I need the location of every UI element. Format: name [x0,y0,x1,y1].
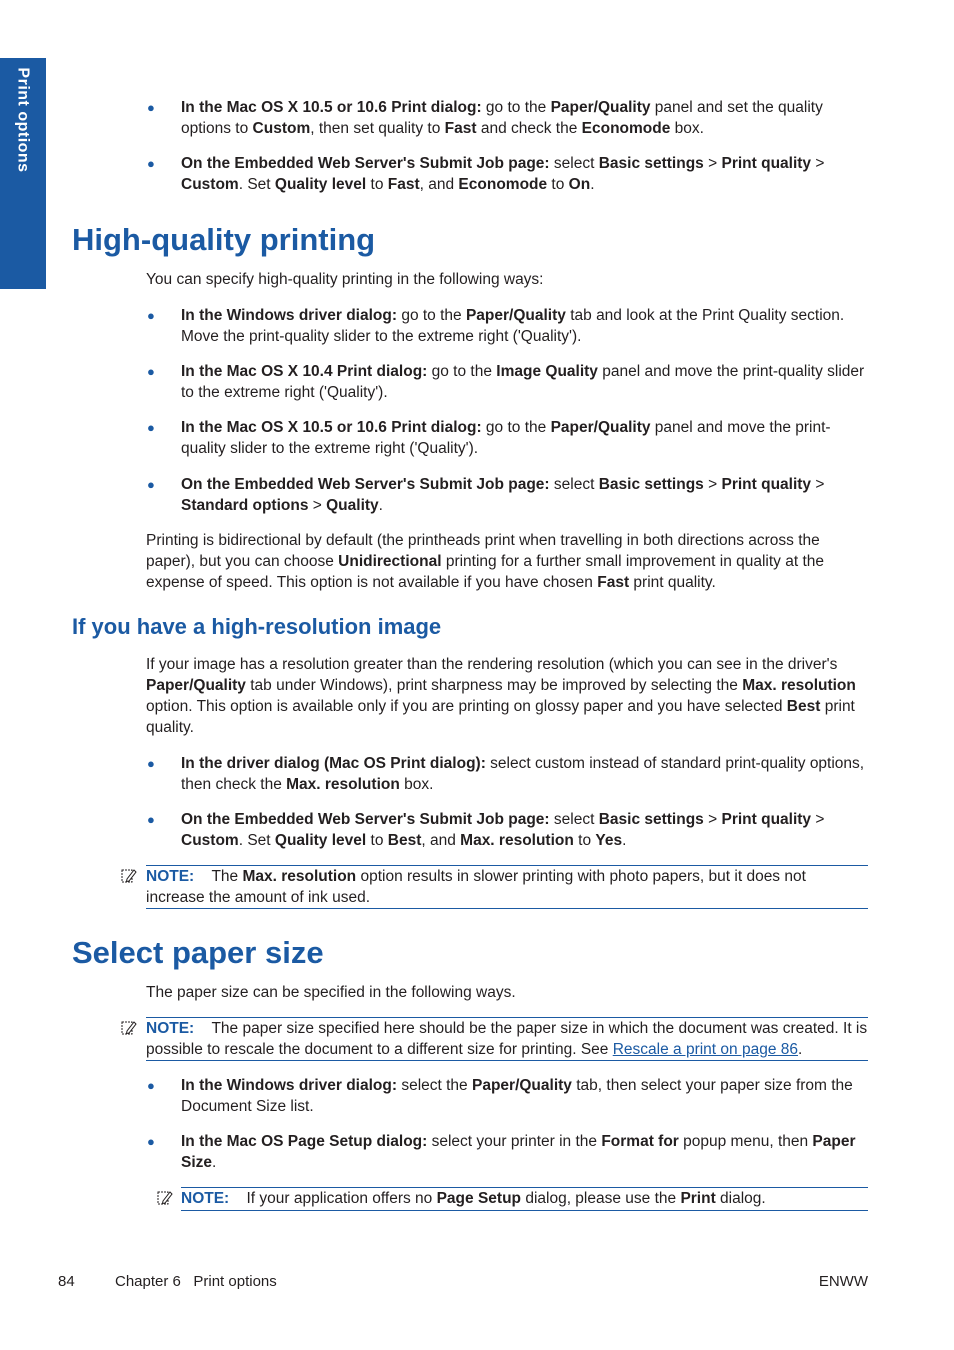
chapter-label: Chapter 6 Print options [115,1273,277,1290]
note-icon [121,868,137,884]
section-title-paper-size: Select paper size [72,935,324,970]
note-label: NOTE: [146,868,195,885]
note-text: The paper size specified here should be the paper size in which the document was created. It is possible to rescale the document to a different size for printing. See [146,1020,868,1058]
page-footer [58,1271,868,1292]
note-label: NOTE: [181,1190,230,1207]
section-intro: You can specify high-quality printing in the following ways: [146,271,544,288]
note-label: NOTE: [146,1020,195,1037]
page-number: 84 [58,1273,75,1290]
note-box [181,1187,868,1211]
side-chapter-tab [0,58,46,289]
subsection-title-high-resolution: If you have a high-resolution image [72,614,442,639]
note-icon [157,1190,173,1206]
note-text: The Max. resolution option results in slower printing with photo papers, but it does not increase the amount of ink used. [146,868,806,906]
note-box: NOTE: The paper size specified here should be the paper size in which the document was created. It is possible to rescale the document to a different size for printing. See Rescale a print on page 86. [146,1017,868,1061]
side-tab-label: Print options [15,66,32,173]
rescale-link[interactable]: Rescale a print on page 86 [612,1041,798,1058]
section-title-high-quality: High-quality printing [72,222,376,257]
note-icon [121,1020,137,1036]
note-text: If your application offers no Page Setup dialog, please use the Print dialog. [246,1190,766,1207]
paragraph-bidirectional: Printing is bidirectional by default (the printheads print when travelling in both directions across the paper), but you can choose Unidirectional printing for a further small improvement in quality at the expense of speed. This option is not available if you have chosen Fast print quality. [146,532,825,591]
section-intro: The paper size can be specified in the following ways. [146,984,516,1001]
footer-right: ENWW [818,1273,868,1290]
note-box [146,865,868,909]
paragraph-high-resolution: If your image has a resolution greater than the rendering resolution (which you can see in the driver's Paper/Quality tab under Windows), print sharpness may be improved by selecting the Max. resolution option. This option is available only if you are printing on glossy paper and you have selected Best print quality. [146,656,856,736]
